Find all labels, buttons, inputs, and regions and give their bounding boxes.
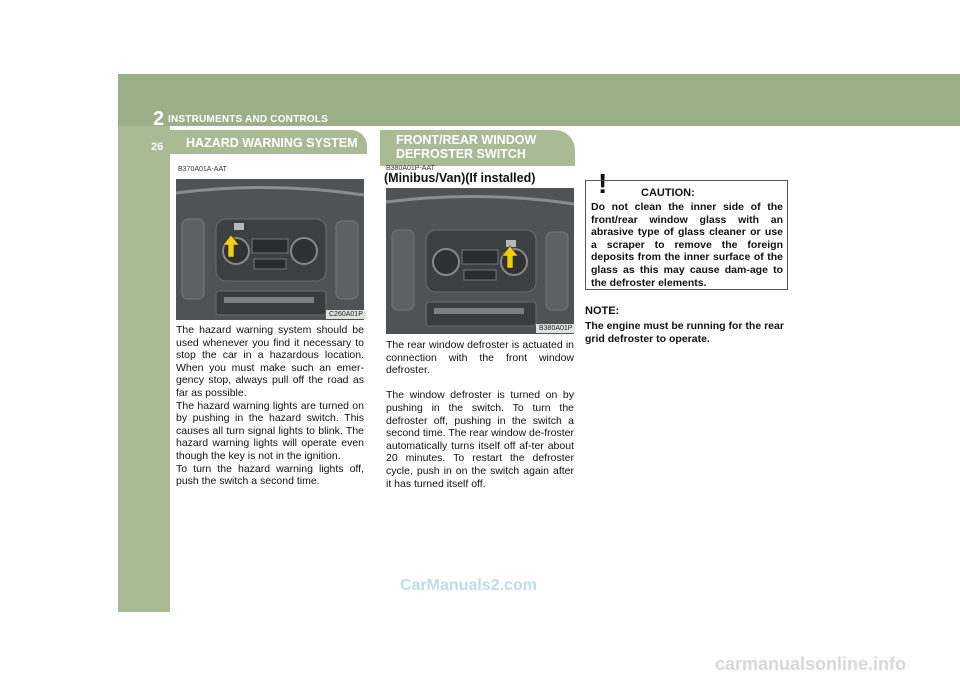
defroster-subtitle: (Minibus/Van)(If installed): [384, 171, 536, 185]
defroster-photo-tag: B380A01P: [536, 324, 575, 333]
defroster-body-text: The rear window defroster is actuated in connection with the front window defroster. The window defroster is turned on by pushing in the switch. To turn the defroster off, pushing in the switch a second time. The rear window de-froster automatically turns itself off af-ter about 20 minutes. To restart the defroster cycle, push in on the switch again after it has turned itself off.: [386, 339, 574, 490]
chapter-number: 2: [153, 108, 165, 130]
note-title: NOTE:: [585, 305, 620, 317]
defroster-switch-photo: [386, 188, 574, 334]
caution-title: CAUTION:: [641, 187, 695, 199]
watermark-carmanuals2: CarManuals2.com: [400, 577, 537, 594]
hazard-code: B370A01A-AAT: [178, 166, 227, 173]
defroster-title-line1: FRONT/REAR WINDOW: [396, 133, 537, 147]
dashboard-illustration-hazard: [176, 179, 364, 320]
defroster-title-line2: DEFROSTER SWITCH: [396, 147, 526, 161]
caution-text: Do not clean the inner side of the front/rear window glass with an abrasive type of glass cleaner or use a scraper to remove the foreign deposits from the inner surface of the glass as this may cause dam-age to the defroster elements.: [591, 201, 783, 289]
hazard-photo-tag: C260A01P: [326, 310, 366, 319]
hazard-section-title: HAZARD WARNING SYSTEM: [170, 130, 367, 154]
page-number: 26: [151, 141, 164, 153]
caution-box: [585, 180, 788, 290]
watermark-carmanualsonline: carmanualsonline.info: [715, 654, 907, 674]
hazard-body-text: The hazard warning system should be used whenever you find it necessary to stop the car in a hazardous location. When you must make such an emer-gency stop, always pull off the road as far as possible. The hazard warning lights are turned on by pushing in the hazard switch. This causes all turn signal lights to blink. The hazard warning lights will operate even though the key is not in the ignition. To turn the hazard warning lights off, push the switch a second time.: [176, 324, 364, 488]
caution-exclamation-icon: !: [598, 168, 608, 199]
note-text: The engine must be running for the rear grid defroster to operate.: [585, 320, 784, 345]
defroster-section-title: [380, 130, 575, 166]
dashboard-illustration-defroster: [386, 188, 574, 334]
hazard-switch-photo: [176, 179, 364, 320]
defroster-code: B380A01P-AAT: [386, 165, 435, 172]
chapter-title: INSTRUMENTS AND CONTROLS: [168, 114, 328, 125]
